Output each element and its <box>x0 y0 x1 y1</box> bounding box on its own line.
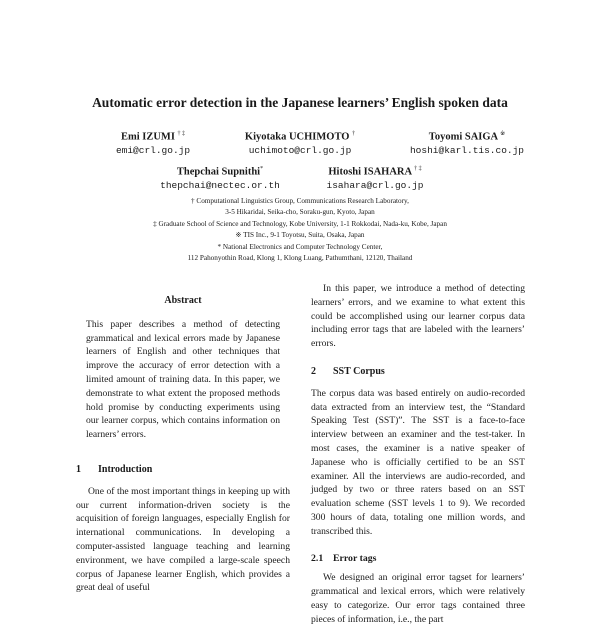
abstract-text: This paper describes a method of detecting grammatical and lexical errors made by Japanese learners of English and other techniques that improve the accuracy of error detection with a limited amount of training data. In this paper, we demonstrate to what extent the proposed methods hold promise by conducting experiments using our learner corpus, which contains information on learners’ errors. <box>86 318 280 441</box>
author-email: emi@crl.go.jp <box>115 144 191 156</box>
author-name: Toyomi SAIGA ※ <box>428 131 506 143</box>
error-tags-text: We designed an original error tagset for learners’ grammatical and lexical errors, which were relatively easy to categorize. Our error tags contained three pieces of information, i.e., the part <box>311 572 525 625</box>
right-column <box>311 282 525 627</box>
author-supnithi <box>140 163 300 192</box>
section-heading-sst: 2 SST Corpus <box>311 365 385 377</box>
author-email: thepchai@nectec.or.th <box>160 179 280 191</box>
affiliations <box>0 196 600 264</box>
affiliation-line: * National Electronics and Computer Technology Center, <box>217 242 383 251</box>
affiliation-line: ‡ Graduate School of Science and Technology, Kobe University, 1-1 Rokkodai, Nada-ku, Kobe, Japan <box>153 219 447 228</box>
author-email: hoshi@karl.tis.co.jp <box>409 144 525 156</box>
sst-text: The corpus data was based entirely on audio-recorded data extracted from an interview test, the “Standard Speaking Test (SST)”. The SST is a face-to-face interview between an examiner and the test-taker. In most cases, the examiner is a native speaker of Japanese who is officially certified to be an SST examiner. All the interviews are audio-recorded, and judged by two or three raters based on an SST evaluation scheme (SST levels 1 to 9). We recorded 300 hours of data, totaling one million words, and transcribed this. <box>311 387 525 537</box>
paper-title: Automatic error detection in the Japanese learners’ English spoken data <box>92 95 508 110</box>
author-name: Hitoshi ISAHARA † ‡ <box>328 166 422 178</box>
author-name: Emi IZUMI † ‡ <box>120 131 186 143</box>
author-uchimoto <box>220 128 380 157</box>
subsection-heading-error-tags: 2.1 Error tags <box>311 552 377 564</box>
affiliation-line: ※ TIS Inc., 9-1 Toyotsu, Suita, Osaka, Japan <box>235 231 365 240</box>
author-saiga <box>382 128 552 157</box>
affiliation-line: † Computational Linguistics Group, Communications Research Laboratory, <box>191 197 409 205</box>
author-name: Thepchai Supnithi* <box>176 166 264 178</box>
left-column <box>76 294 290 595</box>
author-izumi <box>88 128 218 157</box>
author-email: uchimoto@crl.go.jp <box>248 144 352 156</box>
affiliation-line: 3-5 Hikaridai, Seika-cho, Soraku-gun, Kyoto, Japan <box>225 208 375 217</box>
author-name: Kiyotaka UCHIMOTO † <box>244 131 356 143</box>
author-email: isahara@crl.go.jp <box>326 179 424 191</box>
section-heading-introduction: 1 Introduction <box>76 463 153 475</box>
author-isahara <box>300 163 450 192</box>
abstract-heading: Abstract <box>164 295 202 306</box>
introduction-text: One of the most important things in keeping up with our current information-driven society is the acquisition of foreign languages, especially English for international communications. In developing a computer-assisted language teaching and learning environment, we have compiled a large-scale speech corpus of Japanese learner English, which provides a great deal of useful <box>76 485 290 594</box>
affiliation-line: 112 Pahonyothin Road, Klong 1, Klong Luang, Pathumthani, 12120, Thailand <box>187 254 413 263</box>
right-intro-text: In this paper, we introduce a method of detecting learners’ errors, and we examine to what extent this could be accomplished using our learner corpus data including error tags that are labeled with the learners’ errors. <box>311 283 525 350</box>
